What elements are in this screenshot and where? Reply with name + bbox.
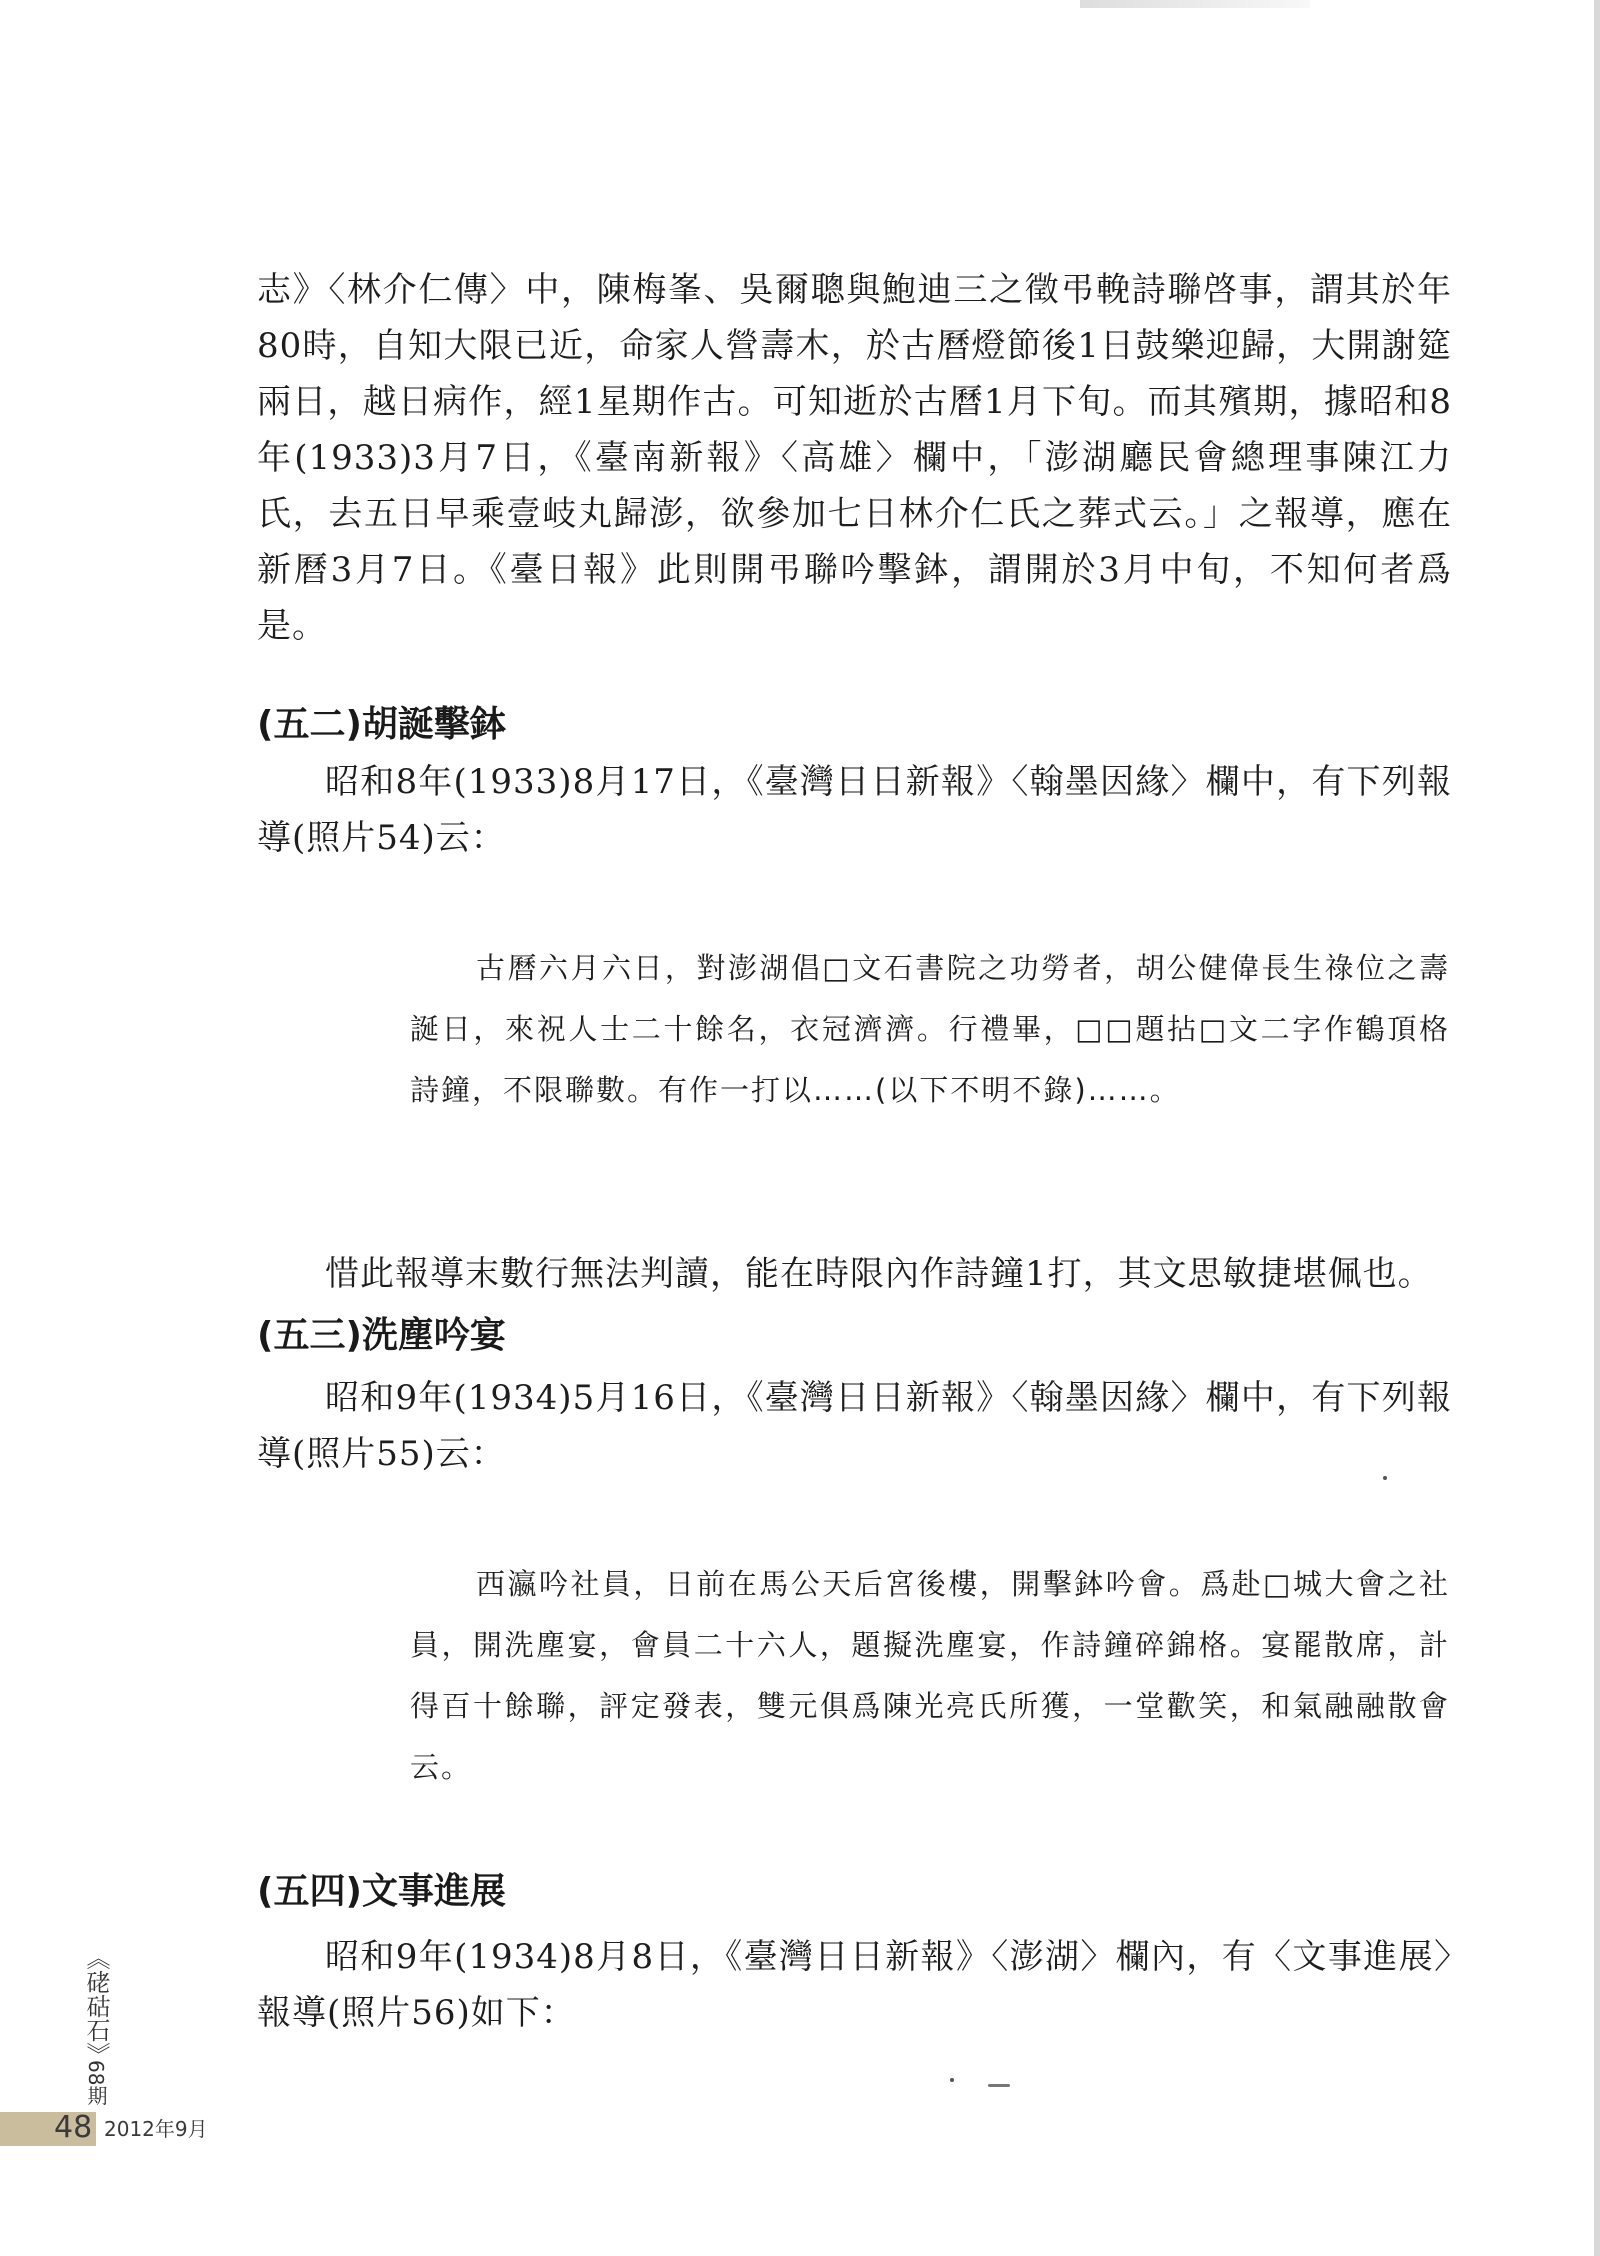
quote-block-52: 古曆六月六日，對澎湖倡□文石書院之功勞者，胡公健偉長生祿位之壽誕日，來祝人士二十餘名，衣冠濟濟。行禮畢，□□題拈□文二字作鶴頂格詩鐘，不限聯數。有作一打以……(以下不明不錄)……。 bbox=[410, 951, 1450, 1107]
section-after-52: 惜此報導末數行無法判讀，能在時限內作詩鐘1打，其文思敏捷堪佩也。 bbox=[325, 1254, 1433, 1294]
issue-date: 2012年9月 bbox=[104, 2117, 208, 2141]
section-heading-52: (五二)胡誕擊鉢 bbox=[257, 704, 506, 745]
section-lead-52: 昭和8年(1933)8月17日，《臺灣日日新報》〈翰墨因緣〉欄中，有下列報導(照片54)云： bbox=[257, 762, 1452, 858]
page-number: 48 bbox=[54, 2110, 93, 2145]
issue-number: 68期 bbox=[84, 2060, 108, 2106]
scan-speck bbox=[988, 2084, 1010, 2087]
section-lead-53: 昭和9年(1934)5月16日，《臺灣日日新報》〈翰墨因緣〉欄中，有下列報導(照片55)云： bbox=[257, 1378, 1452, 1474]
intro-paragraph: 志》〈林介仁傳〉中，陳梅峯、吳爾聰與鮑迪三之徵弔輓詩聯啓事，謂其於年80時，自知大限已近，命家人營壽木，於古曆燈節後1日鼓樂迎歸，大開謝筵兩日，越日病作，經1星期作古。可知逝於古曆1月下旬。而其殯期，據昭和8年(1933)3月7日，《臺南新報》〈高雄〉欄中，「澎湖廳民會總理事陳江力氏，去五日早乘壹岐丸歸澎，欲參加七日林介仁氏之葬式云。」之報導，應在新曆3月7日。《臺日報》此則開弔聯吟擊鉢，謂開於3月中旬，不知何者爲是。 bbox=[257, 270, 1452, 646]
section-heading-54: (五四)文事進展 bbox=[257, 1871, 506, 1912]
section-heading-53: (五三)洗塵吟宴 bbox=[257, 1315, 506, 1356]
journal-title: 《硓𥑮石》 bbox=[82, 1946, 110, 2066]
section-lead-54: 昭和9年(1934)8月8日，《臺灣日日新報》〈澎湖〉欄內，有〈文事進展〉報導(照片56)如下： bbox=[257, 1937, 1452, 2033]
page-edge-shadow bbox=[1594, 0, 1600, 2256]
quote-block-53: 西瀛吟社員，日前在馬公天后宮後樓，開擊鉢吟會。爲赴□城大會之社員，開洗塵宴，會員二十六人，題擬洗塵宴，作詩鐘碎錦格。宴罷散席，計得百十餘聯，評定發表，雙元俱爲陳光亮氏所獲，一堂歡笑，和氣融融散會云。 bbox=[410, 1567, 1450, 1784]
scan-artifact-top bbox=[1080, 0, 1310, 8]
scan-speck bbox=[950, 2078, 954, 2082]
scan-speck bbox=[1383, 1476, 1387, 1480]
